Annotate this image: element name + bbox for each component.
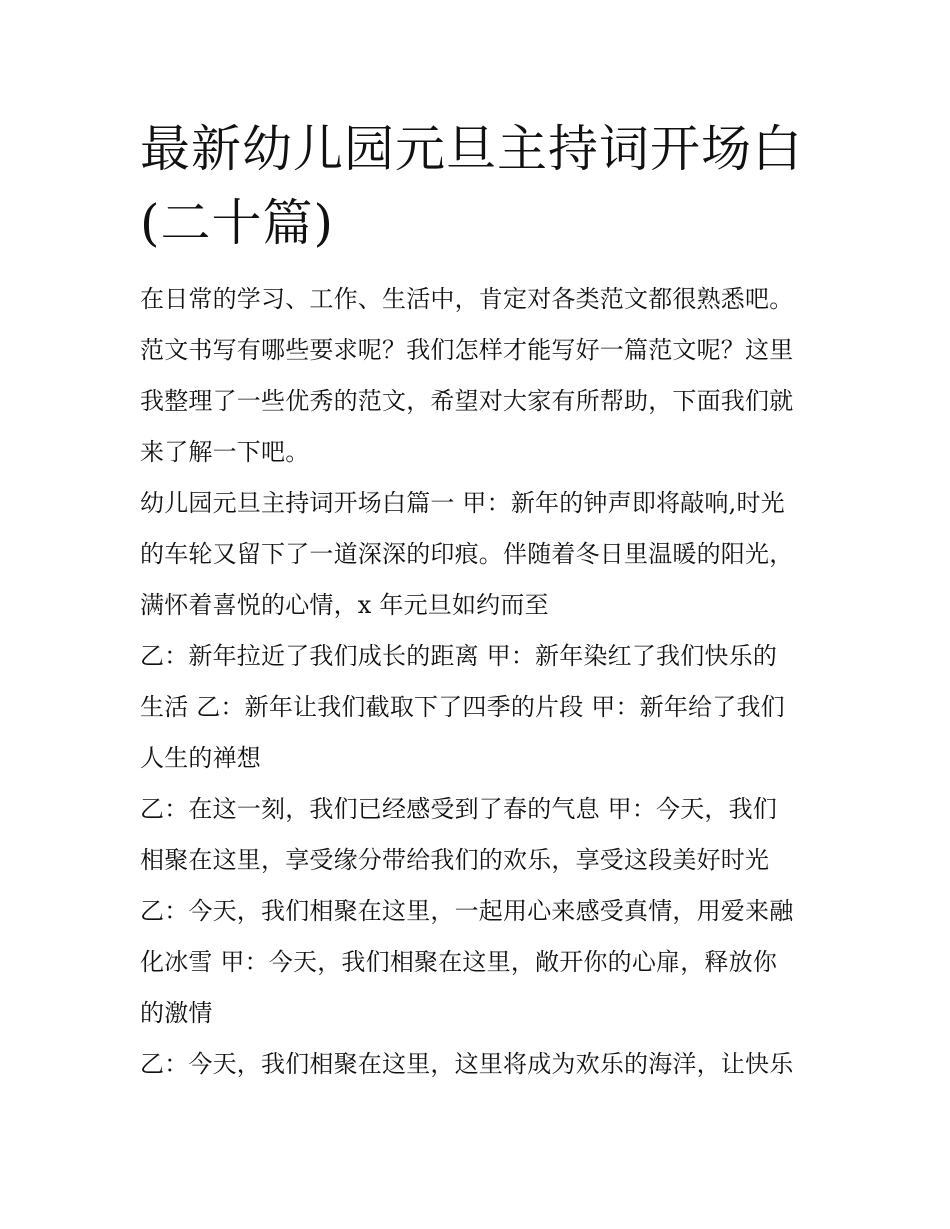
text-line: 乙：今天，我们相聚在这里，这里将成为欢乐的海洋，让快乐 [140,1050,794,1078]
document-body [140,274,820,1090]
text-line: 我整理了一些优秀的范文，希望对大家有所帮助，下面我们就 [140,387,794,415]
text-line: 来了解一下吧。 [140,438,310,466]
title-line: 最新幼儿园元旦主持词开场白 [140,120,803,178]
text-line: 范文书写有哪些要求呢？我们怎样才能写好一篇范文呢？这里 [140,336,794,364]
text-line: 生活 乙：新年让我们截取下了四季的片段 甲：新年给了我们 [140,693,785,721]
text-line: 的车轮又留下了一道深深的印痕。伴随着冬日里温暖的阳光， [140,540,794,568]
document-page [140,112,820,1090]
text-line: 乙：新年拉近了我们成长的距离 甲：新年染红了我们快乐的 [140,642,778,670]
text-line: 相聚在这里，享受缘分带给我们的欢乐，享受这段美好时光 [140,846,770,874]
text-line: 人生的禅想 [140,744,261,772]
text-line: 满怀着喜悦的心情，x 年元旦如约而至 [140,591,549,619]
text-line: 化冰雪 甲：今天，我们相聚在这里，敞开你的心扉，释放你 [140,948,778,976]
text-line: 乙：今天，我们相聚在这里，一起用心来感受真情，用爱来融 [140,897,794,925]
text-line: 的激情 [140,999,213,1027]
text-line: 在日常的学习、工作、生活中，肯定对各类范文都很熟悉吧。 [140,285,794,313]
text-line: 乙：在这一刻，我们已经感受到了春的气息 甲：今天，我们 [140,795,778,823]
text-line: 幼儿园元旦主持词开场白篇一 甲：新年的钟声即将敲响,时光 [140,489,785,517]
title-line: (二十篇) [140,194,335,252]
document-title [140,112,820,260]
